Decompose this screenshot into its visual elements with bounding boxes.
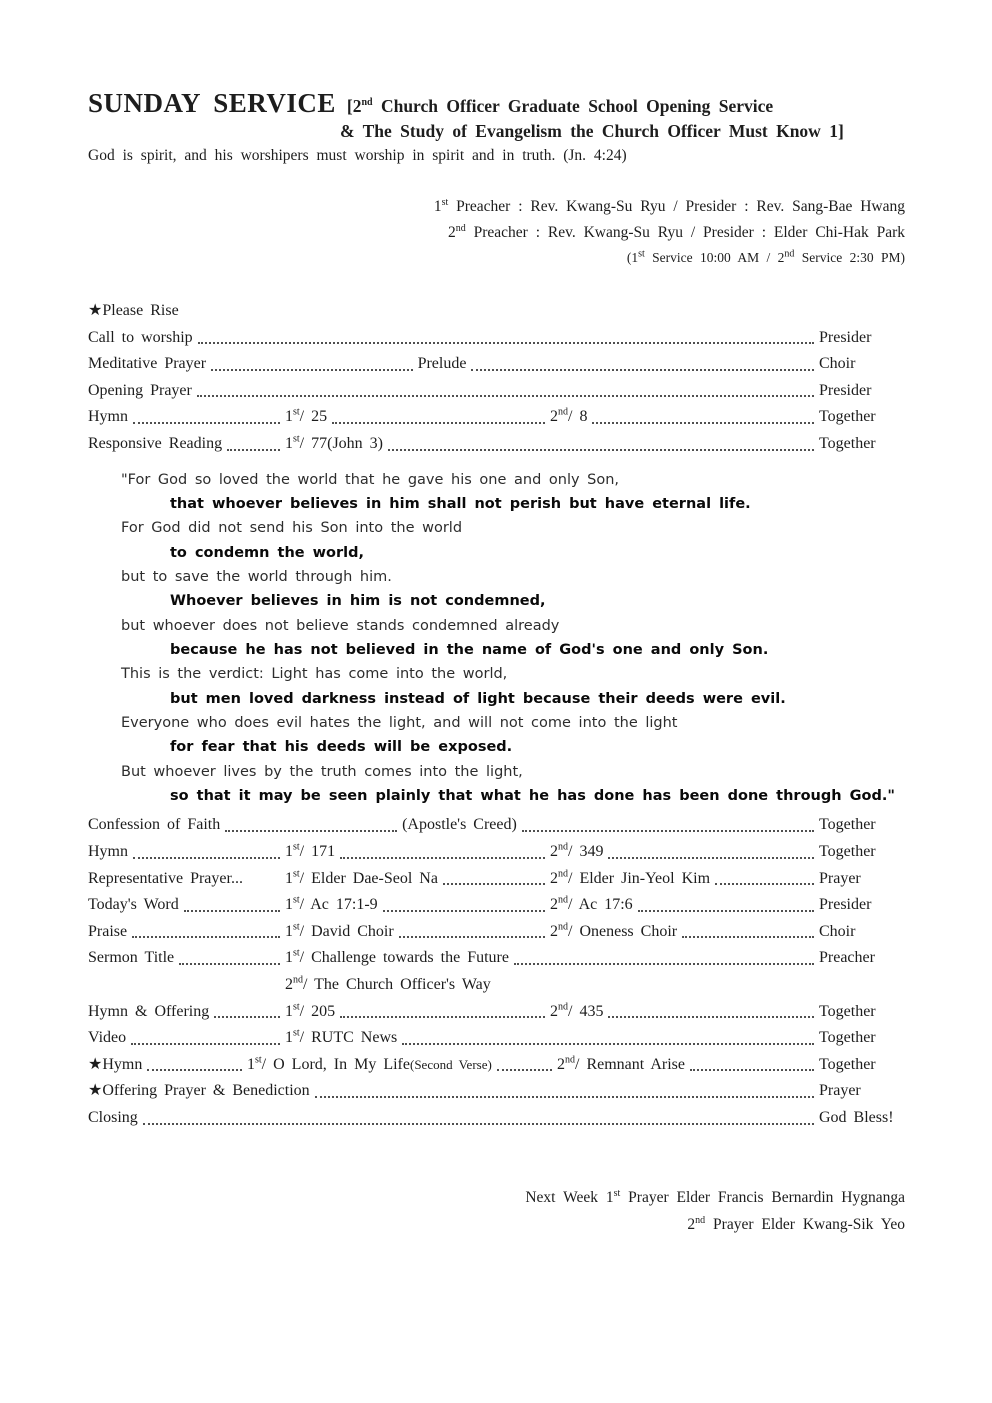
second-service-value [550,839,603,866]
value-text: / Oneness Choir [568,922,678,940]
value-text: / David Choir [299,922,394,940]
preacher-text: Preacher : Rev. Kwang-Su Ryu / Presider : Elder Chi-Hak Park [465,223,905,241]
ordinal: 2 [550,922,558,940]
row-role: Presider [819,328,872,346]
ordinal: 1 [285,922,293,940]
page-title: SUNDAY SERVICE [88,88,336,118]
dot-leader [383,910,545,912]
row-center-text: (Apostle's Creed) [402,816,517,834]
order-row-opening-prayer [88,378,905,405]
dot-leader [471,369,814,371]
second-service-value [550,999,603,1026]
value-text: / 171 [299,842,336,860]
first-service-value [285,999,335,1026]
second-service-cell [557,1052,819,1079]
order-row-hymn-offering [88,999,905,1026]
service-times-line [88,245,905,270]
passage-line: For God did not send his Son into the world [121,520,463,537]
ordinal: 2 [550,869,558,887]
passage-line: This is the verdict: Light has come into the world, [121,666,508,683]
row-label: Closing [88,1108,138,1126]
passage-line: but whoever does not believe stands condemned already [121,617,560,634]
dot-leader [147,1069,242,1071]
responsive-reading-passage [88,468,905,809]
dot-leader [133,857,280,859]
row-label-cell [88,404,285,431]
first-service-cell [285,999,550,1026]
ordinal-suffix: nd [695,1214,706,1226]
dot-leader [443,883,545,885]
first-service-cell [285,919,550,946]
dot-leader [211,369,413,371]
next-week-line-2 [88,1211,905,1238]
ordinal-suffix: nd [558,894,568,906]
row-label: Confession of Faith [88,816,221,834]
ordinal-suffix: st [293,1001,300,1013]
second-service-value [557,1052,685,1079]
dot-leader [315,1096,814,1098]
second-service-cell [550,839,819,866]
times-part: Service 2:30 PM) [794,250,905,265]
dot-leader [402,1043,814,1045]
ordinal: 1 [285,869,293,887]
dot-leader [225,830,397,832]
value-text: / RUTC News [299,1029,398,1047]
dot-leader [638,910,814,912]
preacher-line-1 [88,194,905,220]
row-label-cell [88,999,285,1026]
row-role: Together [819,1055,876,1073]
passage-line: for fear that his deeds will be exposed. [170,739,513,756]
ordinal-suffix: st [293,1027,300,1039]
bracket1-rest: Church Officer Graduate School Opening Service [372,96,774,116]
first-service-value [285,1025,397,1052]
title-bracket-line2: & The Study of Evangelism the Church Officer Must Know 1] [340,121,844,141]
ordinal: 2 [550,1002,558,1020]
ordinal: 1 [285,842,293,860]
dot-leader [715,883,814,885]
ordinal-suffix: st [293,433,300,445]
scripture-verse: God is spirit, and his worshipers must worship in spirit and in truth. (Jn. 4:24) [88,147,627,164]
value-text: / O Lord, In My Life [261,1055,410,1073]
dot-leader [131,1043,280,1045]
row-role: Together [819,842,876,860]
row-label: Meditative Prayer [88,355,207,373]
second-service-cell [550,866,819,893]
ordinal-suffix: st [613,1187,621,1199]
ordinal: 1 [285,1029,293,1047]
order-row-closing [88,1105,905,1132]
row-role: Prayer [819,869,861,887]
value-text: / Remnant Arise [575,1055,685,1073]
first-service-value [247,1052,492,1079]
passage-line: Everyone who does evil hates the light, and will not come into the light [121,715,678,731]
dot-leader [682,936,814,938]
ordinal: 2 [557,1055,565,1073]
row-label-cell [88,1052,247,1079]
row-label: Video [88,1029,127,1047]
order-row-praise [88,919,905,946]
ordinal-suffix: st [638,248,645,260]
times-part: (1 [626,250,639,265]
bracket1-pre: [2 [346,96,362,116]
star-icon: ★ [88,302,103,319]
ordinal-suffix: nd [455,222,466,234]
header [88,0,905,119]
dot-leader [497,1069,552,1071]
dot-leader [143,1123,814,1125]
second-service-cell [550,919,819,946]
ordinal: 1 [285,896,293,914]
value-text: / Elder Jin-Yeol Kim [568,869,711,887]
value-text: / Ac 17:6 [568,896,633,914]
passage-line: Whoever believes in him is not condemned, [170,593,546,610]
please-rise-label: Please Rise [102,302,179,319]
ordinal: 2 [550,408,558,426]
first-service-cell [285,866,550,893]
ordinal-suffix: st [255,1054,262,1066]
order-row-hymn [88,404,905,431]
passage-line: but men loved darkness instead of light because their deeds were evil. [170,690,786,707]
order-row-call-to-worship [88,325,905,352]
ordinal-suffix: nd [784,248,795,260]
dot-leader [198,342,814,344]
ordinal-suffix: st [293,948,300,960]
value-text: / 77(John 3) [299,434,383,452]
ordinal: 1 [285,949,293,967]
dot-leader [340,1016,545,1018]
first-service-cell [285,839,550,866]
row-label-cell [88,866,285,893]
row-label: Sermon Title [88,949,175,967]
ordinal: 2 [447,223,456,241]
passage-line: but to save the world through him. [121,568,392,585]
order-row-sermon-title [88,945,905,972]
ordinal-suffix: st [293,841,300,853]
row-role: Together [819,434,876,452]
ordinal-suffix: st [441,196,449,208]
order-row-todays-word [88,892,905,919]
value-text: / Challenge towards the Future [299,949,509,967]
dot-leader [197,395,814,397]
title-bracket-line1 [347,96,773,117]
first-service-cell [285,892,550,919]
second-service-value [550,866,710,893]
ordinal: 2 [550,896,558,914]
first-service-value [285,945,509,972]
order-row-responsive-reading [88,431,905,458]
order-row-video [88,1025,905,1052]
row-label: Offering Prayer & Benediction [102,1082,310,1100]
second-service-value [550,919,677,946]
first-service-cell [247,1052,557,1079]
dot-leader [608,1016,814,1018]
ordinal: 1 [285,434,293,452]
second-service-value [285,972,491,999]
passage-line: But whoever lives by the truth comes into the light, [121,763,523,780]
row-role: Together [819,408,876,426]
row-center-text: Prelude [417,355,467,373]
value-text: / Ac 17:1-9 [299,896,378,914]
preachers-block [88,194,905,270]
times-part: Service 10:00 AM / 2 [644,250,785,265]
please-rise-line [88,298,905,325]
second-service-value [550,892,633,919]
row-role: Together [819,1002,876,1020]
ordinal-suffix: nd [565,1054,575,1066]
row-label: Opening Prayer [88,381,192,399]
row-label-cell [88,919,285,946]
row-role: Presider [819,896,872,914]
dot-leader [133,422,280,424]
ordinal-suffix: nd [558,868,568,880]
ordinal-suffix: st [293,868,300,880]
star-icon: ★ [88,1082,103,1100]
preacher-line-2 [88,220,905,246]
passage-line: that whoever believes in him shall not perish but have eternal life. [170,495,751,512]
row-label: Call to worship [88,328,193,346]
ordinal-suffix: nd [361,97,373,109]
second-service-cell [550,404,819,431]
row-label: Today's Word [88,896,179,914]
passage-line: because he has not believed in the name of God's one and only Son. [170,641,769,658]
dot-leader [214,1016,280,1018]
ordinal: 2 [550,842,558,860]
order-row-representative-prayer [88,866,905,893]
dot-leader [179,963,280,965]
value-text: / Elder Dae-Seol Na [299,869,438,887]
row-role: Together [819,816,876,834]
ordinal-suffix: nd [293,974,303,986]
next-week-block [88,1184,905,1238]
service-order-2 [88,812,905,1131]
first-service-cell [285,431,819,458]
row-label-cell [88,892,285,919]
order-row-hymn-starred [88,1052,905,1079]
order-row-meditative-prayer [88,351,905,378]
value-small-text: (Second Verse) [409,1056,492,1072]
dot-leader [608,857,814,859]
row-role: Preacher [819,949,875,967]
order-row-confession-of-faith [88,812,905,839]
dot-leader [132,936,280,938]
passage-line: to condemn the world, [170,544,365,561]
row-label-cell [88,839,285,866]
row-label: Hymn [88,408,128,426]
value-text: / 8 [568,408,588,426]
dot-leader [592,422,814,424]
row-label: Representative Prayer... [88,869,243,887]
first-service-value [285,919,394,946]
second-service-value [550,404,587,431]
row-label-cell [88,1025,285,1052]
dot-leader [522,830,814,832]
service-order-1 [88,298,905,458]
ordinal: 1 [285,1002,293,1020]
second-service-cell [550,892,819,919]
ordinal: 1 [433,198,442,215]
dot-leader [690,1069,814,1071]
value-text: / The Church Officer's Way [303,975,491,993]
row-role: Presider [819,381,872,399]
first-service-cell [285,1025,819,1052]
row-label: Hymn & Offering [88,1002,210,1020]
value-text: / 25 [299,408,328,426]
row-label: Hymn [102,1055,143,1073]
dot-leader [340,857,545,859]
ordinal-suffix: st [293,407,300,419]
dot-leader [184,910,280,912]
row-role: God Bless! [819,1108,894,1126]
first-service-value [285,892,378,919]
footer-text: Prayer Elder Kwang-Sik Yeo [705,1215,905,1233]
row-role: Choir [819,922,856,940]
footer-text: 2 [687,1215,696,1233]
dot-leader [227,449,280,451]
order-row-offering-prayer-benediction [88,1078,905,1105]
preacher-text: Preacher : Rev. Kwang-Su Ryu / Presider : Rev. Sang-Bae Hwang [448,198,905,215]
first-service-cell [285,404,550,431]
passage-line: so that it may be seen plainly that what he has done has been done through God." [170,788,895,805]
row-role: Together [819,1029,876,1047]
row-role: Choir [819,355,856,373]
footer-text: Next Week 1 [525,1188,614,1206]
first-service-value [285,839,335,866]
dot-leader [514,963,814,965]
passage-line: "For God so loved the world that he gave his one and only Son, [121,471,620,488]
row-label-cell [88,945,285,972]
value-text: / 205 [299,1002,336,1020]
row-label-cell [88,431,285,458]
ordinal-suffix: nd [558,407,568,419]
dot-leader [388,449,814,451]
first-service-value [285,866,438,893]
second-service-cell [550,999,819,1026]
ordinal-suffix: nd [558,841,568,853]
value-text: / 435 [568,1002,604,1020]
dot-leader [332,422,545,424]
next-week-line-1 [88,1184,905,1211]
row-role: Prayer [819,1082,861,1100]
row-label: Hymn [88,842,128,860]
ordinal: 1 [285,408,293,426]
row-label: Responsive Reading [88,434,223,452]
ordinal-suffix: nd [558,1001,568,1013]
order-row-hymn-2 [88,839,905,866]
ordinal: 1 [247,1055,255,1073]
first-service-value [285,404,327,431]
order-row-sermon-title-second-service [88,972,905,999]
ordinal: 2 [285,975,293,993]
value-text: / 349 [568,842,604,860]
star-icon: ★ [88,1055,103,1073]
ordinal-suffix: st [293,894,300,906]
ordinal-suffix: st [293,921,300,933]
first-service-cell [285,945,819,972]
row-label: Praise [88,922,128,940]
dot-leader [399,936,545,938]
first-service-value [285,431,383,458]
footer-text: Prayer Elder Francis Bernardin Hygnanga [620,1188,905,1206]
ordinal-suffix: nd [558,921,568,933]
